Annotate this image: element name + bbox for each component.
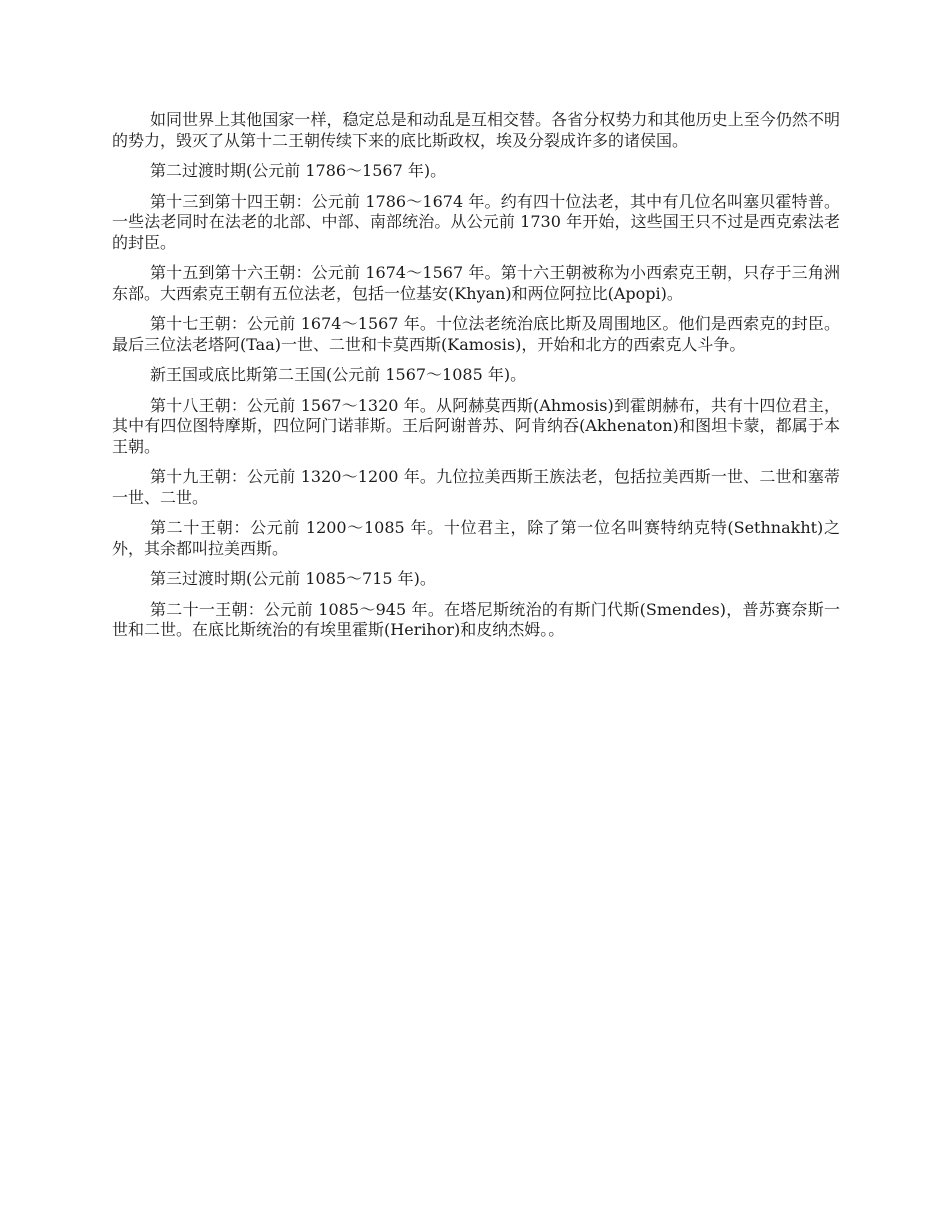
paragraph-dynasty-19: 第十九王朝：公元前 1320～1200 年。九位拉美西斯王族法老，包括拉美西斯一世、二世和塞蒂一世、二世。 xyxy=(112,467,840,507)
paragraph-dynasty-17: 第十七王朝：公元前 1674～1567 年。十位法老统治底比斯及周围地区。他们是西索克的封臣。最后三位法老塔阿(Taa)一世、二世和卡莫西斯(Kamosis)，开始和北方的西索克人斗争。 xyxy=(112,314,840,354)
paragraph-third-intermediate-period: 第三过渡时期(公元前 1085～715 年)。 xyxy=(150,569,436,588)
document-body xyxy=(112,110,840,651)
paragraph-second-intermediate-period: 第二过渡时期(公元前 1786～1567 年)。 xyxy=(150,161,447,180)
paragraph-dynasty-13-14: 第十三到第十四王朝：公元前 1786～1674 年。约有四十位法老，其中有几位名叫塞贝霍特普。一些法老同时在法老的北部、中部、南部统治。从公元前 1730 年开始，这些国王只不过是西克索法老的封臣。 xyxy=(112,191,840,252)
paragraph-dynasty-20: 第二十王朝：公元前 1200～1085 年。十位君主，除了第一位名叫赛特纳克特(Sethnakht)之外，其余都叫拉美西斯。 xyxy=(112,518,840,558)
paragraph-intro: 如同世界上其他国家一样，稳定总是和动乱是互相交替。各省分权势力和其他历史上至今仍然不明的势力，毁灭了从第十二王朝传续下来的底比斯政权，埃及分裂成许多的诸侯国。 xyxy=(112,110,840,150)
paragraph-dynasty-21: 第二十一王朝：公元前 1085～945 年。在塔尼斯统治的有斯门代斯(Smendes)，普苏赛奈斯一世和二世。在底比斯统治的有埃里霍斯(Herihor)和皮纳杰姆。。 xyxy=(112,599,840,639)
paragraph-new-kingdom: 新王国或底比斯第二王国(公元前 1567～1085 年)。 xyxy=(150,365,527,384)
paragraph-dynasty-15-16: 第十五到第十六王朝：公元前 1674～1567 年。第十六王朝被称为小西索克王朝，只存于三角洲东部。大西索克王朝有五位法老，包括一位基安(Khyan)和两位阿拉比(Apopi)。 xyxy=(112,263,840,303)
paragraph-dynasty-18: 第十八王朝：公元前 1567～1320 年。从阿赫莫西斯(Ahmosis)到霍朗赫布，共有十四位君主，其中有四位图特摩斯，四位阿门诺菲斯。王后阿谢普苏、阿肯纳吞(Akhenaton)和图坦卡蒙，都属于本王朝。 xyxy=(112,395,840,456)
